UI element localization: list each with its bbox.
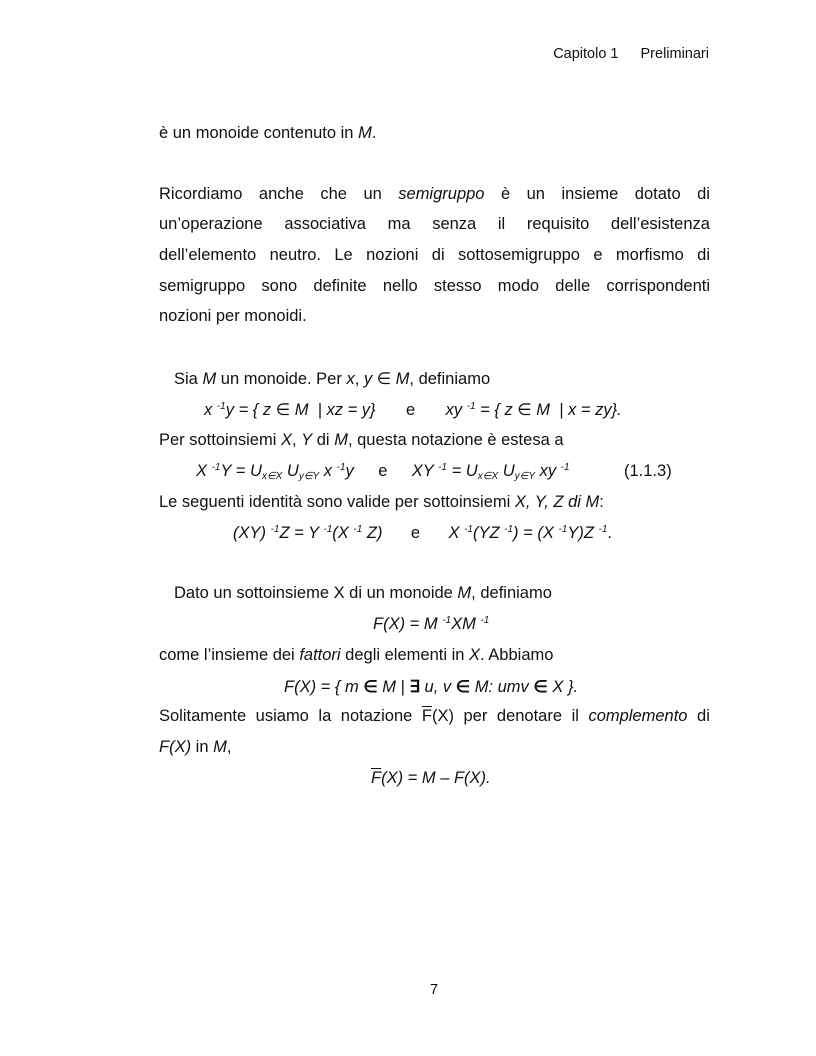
equation-number: (1.1.3) [624, 462, 672, 480]
paragraph-2-line-1: Ricordiamo anche che un semigruppo è un insieme dotato di [159, 185, 710, 203]
equation-factors-set: F(X) = { m ∈ M | ∃ u, v ∈ M: umv ∈ X }. [284, 678, 579, 696]
paragraph-1 [159, 124, 376, 143]
paragraph-3-line-2: Per sottoinsiemi X, Y di M, questa notazione è estesa a [159, 431, 564, 449]
paragraph-4-line-4: F(X) in M, [159, 738, 232, 756]
paragraph-2-line-2: un’operazione associativa ma senza il requisito dell’esistenza [159, 215, 710, 233]
paragraph-2-line-5: nozioni per monoidi. [159, 307, 307, 325]
page-number: 7 [429, 982, 439, 998]
equation-factors-def: F(X) = M $^{-1}$XM $^{-1}$ [373, 615, 490, 633]
equation-identities: (XY) $^{-1}$Z = Y $^{-1}$(X $^{-1}$ Z) e X $^{-1}$(YZ $^{-1}$) = (X $^{-1}$Y)Z $^{-1}$. [233, 524, 613, 542]
paragraph-3-intro: Sia M un monoide. Per x, y ∈ M, definiamo [174, 370, 491, 388]
chapter-label: Capitolo 1 [553, 46, 619, 62]
paragraph-2-line-3: dell’elemento neutro. Le nozioni di sottosemigruppo e morfismo di [159, 246, 710, 264]
paragraph-4-intro: Dato un sottoinsieme X di un monoide M, definiamo [174, 584, 552, 602]
chapter-title: Preliminari [640, 46, 709, 62]
paragraph-2-line-4: semigruppo sono definite nello stesso modo delle corrispondenti [159, 277, 710, 295]
paragraph-3-line-3: Le seguenti identità sono valide per sottoinsiemi X, Y, Z di M: [159, 493, 604, 511]
equation-extended: X $^{-1}Y = U_{x\in X}$ $U_{y\in Y}$ x $^{-1}$y e XY $^{-1} = U_{x\in X}$ $U_{y\in Y}$ xy $^{-1}$ [196, 462, 570, 482]
equation-quotients: x $^{-1}$y = { z ∈ M | xz = y} e xy $^{-1}$ = { z ∈ M | x = zy}. [204, 401, 622, 419]
paragraph-4-line-3: Solitamente usiamo la notazione $\overline{F}(X)$ per denotare il complemento di [159, 707, 710, 725]
text-run: è un monoide contenuto in M. [159, 124, 377, 142]
equation-complement: $\overline{F}(X) = M - F(X)$. [371, 769, 491, 787]
running-header [553, 46, 709, 62]
paragraph-4-line-2: come l’insieme dei fattori degli elementi in X. Abbiamo [159, 646, 554, 664]
